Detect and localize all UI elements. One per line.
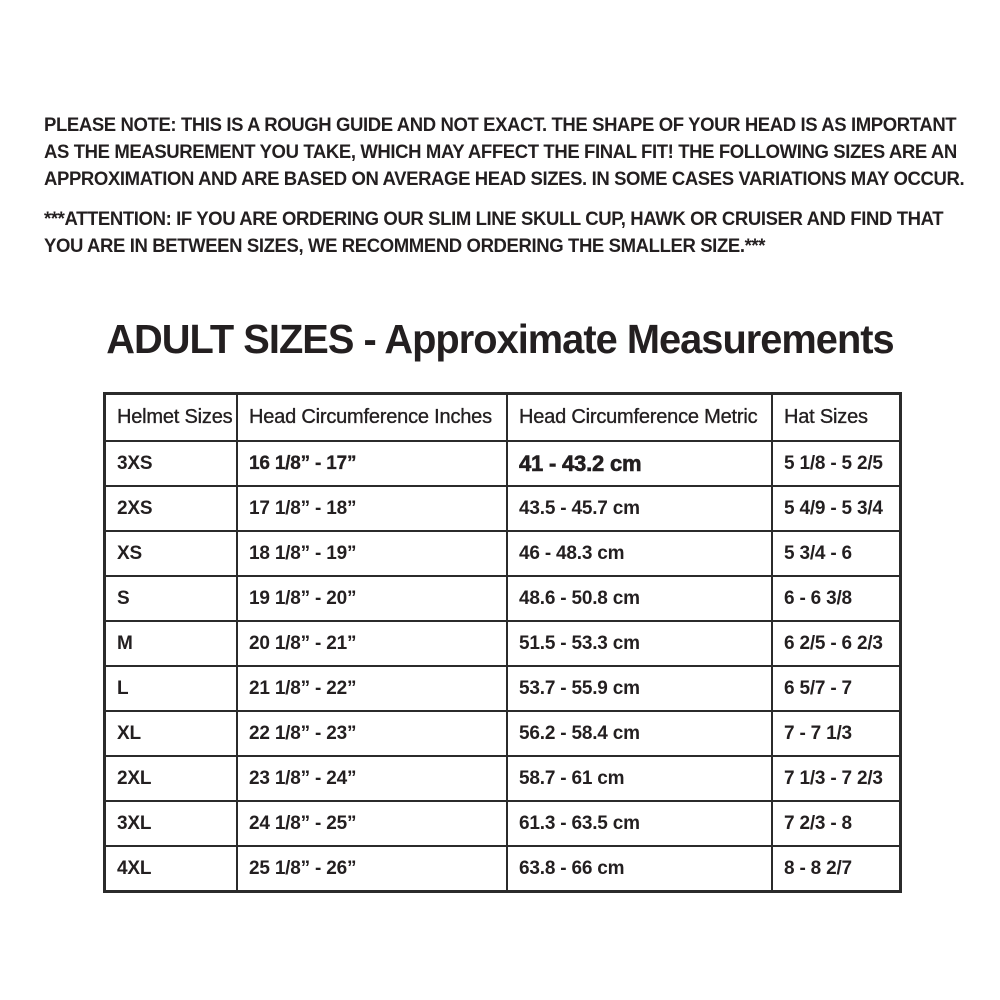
table-header-cell: Head Circumference Inches: [236, 395, 506, 440]
table-cell: 53.7 - 55.9 cm: [506, 665, 771, 710]
attention-line-1: ***ATTENTION: IF YOU ARE ORDERING OUR SLIM LINE SKULL CUP, HAWK OR CRUISER AND FIND THAT: [44, 209, 944, 230]
table-cell: XL: [106, 710, 236, 755]
table-cell: 63.8 - 66 cm: [506, 845, 771, 890]
table-cell: 8 - 8 2/7: [771, 845, 899, 890]
table-cell: 22 1/8” - 23”: [236, 710, 506, 755]
table-cell: 24 1/8” - 25”: [236, 800, 506, 845]
table-cell: 4XL: [106, 845, 236, 890]
table-cell: 61.3 - 63.5 cm: [506, 800, 771, 845]
table-cell: 5 3/4 - 6: [771, 530, 899, 575]
table-cell: S: [106, 575, 236, 620]
table-cell: 43.5 - 45.7 cm: [506, 485, 771, 530]
table-cell: 20 1/8” - 21”: [236, 620, 506, 665]
table-cell: 7 - 7 1/3: [771, 710, 899, 755]
table-cell: 2XS: [106, 485, 236, 530]
table-cell: 5 4/9 - 5 3/4: [771, 485, 899, 530]
table-cell: 7 2/3 - 8: [771, 800, 899, 845]
table-cell: 48.6 - 50.8 cm: [506, 575, 771, 620]
table-cell: 7 1/3 - 7 2/3: [771, 755, 899, 800]
table-cell: 56.2 - 58.4 cm: [506, 710, 771, 755]
note-paragraph: [44, 112, 964, 193]
table-cell: 19 1/8” - 20”: [236, 575, 506, 620]
table-cell: 2XL: [106, 755, 236, 800]
table-cell: 5 1/8 - 5 2/5: [771, 440, 899, 485]
table-header-cell: Helmet Sizes: [117, 406, 233, 428]
page-title: ADULT SIZES - Approximate Measurements: [106, 316, 894, 362]
attention-paragraph: [44, 206, 943, 260]
table-cell: 3XL: [106, 800, 236, 845]
table-header-cell: Hat Sizes: [771, 395, 899, 440]
table-cell: XS: [106, 530, 236, 575]
table-cell: 23 1/8” - 24”: [236, 755, 506, 800]
table-cell: 21 1/8” - 22”: [236, 665, 506, 710]
table-cell: 17 1/8” - 18”: [236, 485, 506, 530]
table-cell: 3XS: [106, 440, 236, 485]
table-cell: M: [106, 620, 236, 665]
note-line-3: APPROXIMATION AND ARE BASED ON AVERAGE HEAD SIZES. IN SOME CASES VARIATIONS MAY OCCUR.: [44, 169, 965, 190]
table-cell: 18 1/8” - 19”: [236, 530, 506, 575]
table-cell: 6 5/7 - 7: [771, 665, 899, 710]
attention-line-2: YOU ARE IN BETWEEN SIZES, WE RECOMMEND ORDERING THE SMALLER SIZE.***: [44, 236, 766, 257]
table-cell: 51.5 - 53.3 cm: [506, 620, 771, 665]
size-table: [103, 392, 902, 893]
table-header-cell: Head Circumference Metric: [506, 395, 771, 440]
table-cell: 58.7 - 61 cm: [506, 755, 771, 800]
table-cell: L: [106, 665, 236, 710]
table-cell: 6 - 6 3/8: [771, 575, 899, 620]
table-cell: 25 1/8” - 26”: [236, 845, 506, 890]
table-cell: 16 1/8” - 17”: [236, 440, 506, 485]
table-cell: 46 - 48.3 cm: [506, 530, 771, 575]
note-line-2: AS THE MEASUREMENT YOU TAKE, WHICH MAY AFFECT THE FINAL FIT! THE FOLLOWING SIZES ARE AN: [44, 142, 957, 163]
table-cell: 6 2/5 - 6 2/3: [771, 620, 899, 665]
table-cell: 41 - 43.2 cm: [506, 440, 771, 485]
note-line-1: PLEASE NOTE: THIS IS A ROUGH GUIDE AND NOT EXACT. THE SHAPE OF YOUR HEAD IS AS IMPORTANT: [44, 115, 957, 136]
